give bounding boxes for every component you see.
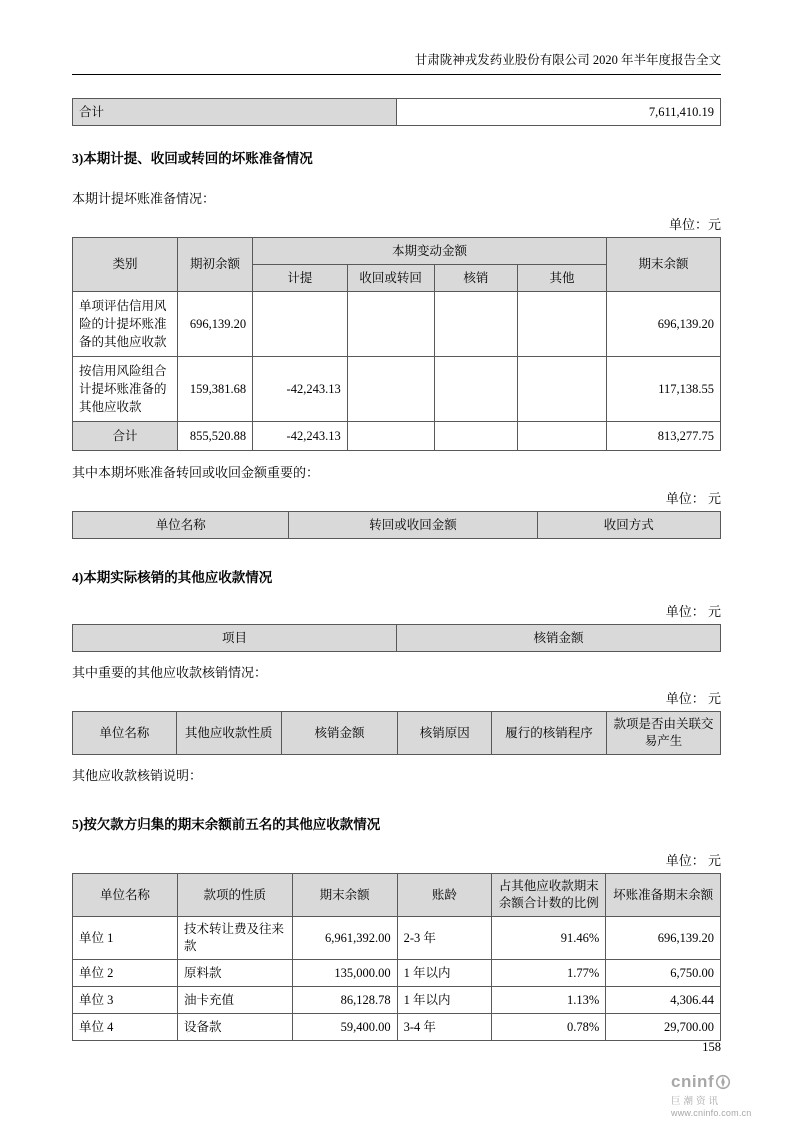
total-label-cell: 合计 bbox=[73, 99, 397, 126]
cell-recover bbox=[347, 292, 434, 357]
total-value-cell: 7,611,410.19 bbox=[397, 99, 721, 126]
col-writeoff-reason: 核销原因 bbox=[398, 712, 492, 755]
recovered-amounts-table bbox=[72, 511, 721, 539]
cell-ratio: 91.46% bbox=[492, 917, 606, 960]
section5-heading: 5)按欠款方归集的期末余额前五名的其他应收款情况 bbox=[72, 817, 381, 832]
table-row bbox=[73, 292, 721, 357]
cell-ending: 117,138.55 bbox=[606, 357, 720, 422]
col-write-off: 核销 bbox=[434, 265, 518, 292]
table-row bbox=[73, 987, 721, 1014]
page-number: 158 bbox=[702, 1040, 721, 1054]
col-writeoff-amount: 核销金额 bbox=[281, 712, 398, 755]
table-header-row bbox=[73, 625, 721, 652]
section4-heading: 4)本期实际核销的其他应收款情况 bbox=[72, 570, 273, 585]
cell-category: 合计 bbox=[73, 422, 178, 451]
section3-heading: 3)本期计提、收回或转回的坏账准备情况 bbox=[72, 151, 313, 166]
cell-nature: 油卡充值 bbox=[177, 987, 292, 1014]
cell-aging: 2-3 年 bbox=[397, 917, 492, 960]
table-header-row bbox=[73, 238, 721, 265]
bad-debt-provision-table bbox=[72, 237, 721, 451]
cell-balance: 86,128.78 bbox=[292, 987, 397, 1014]
cell-aging: 1 年以内 bbox=[397, 960, 492, 987]
cell-other bbox=[518, 292, 607, 357]
cell-accrual bbox=[253, 292, 348, 357]
section4-explain-note: 其他应收款核销说明： bbox=[72, 768, 203, 783]
cell-recover bbox=[347, 357, 434, 422]
writeoff-table bbox=[72, 624, 721, 652]
table-row bbox=[73, 357, 721, 422]
table-total-row bbox=[73, 422, 721, 451]
col-accrual: 计提 bbox=[253, 265, 348, 292]
col-ending-balance: 期末余额 bbox=[292, 874, 397, 917]
cell-balance: 59,400.00 bbox=[292, 1014, 397, 1041]
col-beginning-balance: 期初余额 bbox=[177, 238, 252, 292]
cell-accrual: -42,243.13 bbox=[253, 422, 348, 451]
cell-ratio: 1.13% bbox=[492, 987, 606, 1014]
col-unit-name: 单位名称 bbox=[73, 712, 177, 755]
col-provision-balance: 坏账准备期末余额 bbox=[606, 874, 721, 917]
cell-aging: 3-4 年 bbox=[397, 1014, 492, 1041]
important-writeoff-table bbox=[72, 711, 721, 755]
cell-ratio: 0.78% bbox=[492, 1014, 606, 1041]
cninfo-logo-row bbox=[671, 1072, 767, 1092]
unit-label-section3: 单位：元 bbox=[668, 217, 721, 232]
total-table bbox=[72, 98, 721, 126]
compass-icon bbox=[715, 1074, 731, 1090]
cell-recover bbox=[347, 422, 434, 451]
col-unit-name: 单位名称 bbox=[73, 874, 178, 917]
table-row bbox=[73, 99, 721, 126]
table-row bbox=[73, 917, 721, 960]
section3-intro: 本期计提坏账准备情况： bbox=[72, 191, 216, 206]
table-header-row bbox=[73, 512, 721, 539]
col-writeoff-procedure: 履行的核销程序 bbox=[492, 712, 607, 755]
unit-label-section5: 单位： 元 bbox=[665, 853, 721, 868]
cell-nature: 技术转让费及往来款 bbox=[177, 917, 292, 960]
cell-accrual: -42,243.13 bbox=[253, 357, 348, 422]
section3-important-note: 其中本期坏账准备转回或收回金额重要的： bbox=[72, 465, 320, 480]
cell-other bbox=[518, 357, 607, 422]
col-ending-balance: 期末余额 bbox=[606, 238, 720, 292]
col-unit-name: 单位名称 bbox=[73, 512, 289, 539]
cell-beginning: 855,520.88 bbox=[177, 422, 252, 451]
report-title: 甘肃陇神戎发药业股份有限公司 2020 年半年度报告全文 bbox=[414, 53, 721, 67]
cell-provision: 4,306.44 bbox=[606, 987, 721, 1014]
cell-ending: 696,139.20 bbox=[606, 292, 720, 357]
top-five-receivables-table bbox=[72, 873, 721, 1041]
cell-aging: 1 年以内 bbox=[397, 987, 492, 1014]
table-header-row bbox=[73, 874, 721, 917]
table-row bbox=[73, 960, 721, 987]
table-row bbox=[73, 1014, 721, 1041]
col-receivable-nature: 其他应收款性质 bbox=[176, 712, 281, 755]
cell-category: 按信用风险组合计提坏账准备的其他应收款 bbox=[73, 357, 178, 422]
col-change-group: 本期变动金额 bbox=[253, 238, 607, 265]
cell-provision: 29,700.00 bbox=[606, 1014, 721, 1041]
cell-beginning: 696,139.20 bbox=[177, 292, 252, 357]
unit-label-section3b: 单位： 元 bbox=[665, 491, 721, 506]
cell-unit-name: 单位 4 bbox=[73, 1014, 178, 1041]
col-ratio: 占其他应收款期末余额合计数的比例 bbox=[492, 874, 606, 917]
cninfo-logo-text: cninf bbox=[671, 1072, 715, 1091]
cninfo-logo-subtitle: 巨潮资讯 bbox=[671, 1096, 722, 1107]
col-aging: 账龄 bbox=[397, 874, 492, 917]
cell-unit-name: 单位 3 bbox=[73, 987, 178, 1014]
cell-provision: 696,139.20 bbox=[606, 917, 721, 960]
col-recover-or-reverse: 收回或转回 bbox=[347, 265, 434, 292]
cell-write-off bbox=[434, 357, 518, 422]
cell-ending: 813,277.75 bbox=[606, 422, 720, 451]
cninfo-logo bbox=[671, 1072, 767, 1118]
cell-write-off bbox=[434, 422, 518, 451]
section4-important-note: 其中重要的其他应收款核销情况： bbox=[72, 665, 268, 680]
cell-category: 单项评估信用风险的计提坏账准备的其他应收款 bbox=[73, 292, 178, 357]
cell-balance: 135,000.00 bbox=[292, 960, 397, 987]
document-header bbox=[72, 52, 721, 75]
col-nature: 款项的性质 bbox=[177, 874, 292, 917]
cell-write-off bbox=[434, 292, 518, 357]
cell-nature: 设备款 bbox=[177, 1014, 292, 1041]
cell-ratio: 1.77% bbox=[492, 960, 606, 987]
col-category: 类别 bbox=[73, 238, 178, 292]
cell-beginning: 159,381.68 bbox=[177, 357, 252, 422]
cell-unit-name: 单位 1 bbox=[73, 917, 178, 960]
table-header-row bbox=[73, 712, 721, 755]
cell-other bbox=[518, 422, 607, 451]
unit-label-section4b: 单位： 元 bbox=[665, 691, 721, 706]
unit-label-section4: 单位： 元 bbox=[665, 604, 721, 619]
cell-balance: 6,961,392.00 bbox=[292, 917, 397, 960]
col-item: 项目 bbox=[73, 625, 397, 652]
col-recovered-amount: 转回或收回金额 bbox=[289, 512, 537, 539]
col-recover-method: 收回方式 bbox=[537, 512, 720, 539]
col-writeoff-amount: 核销金额 bbox=[397, 625, 721, 652]
cell-provision: 6,750.00 bbox=[606, 960, 721, 987]
col-related-transaction: 款项是否由关联交易产生 bbox=[606, 712, 720, 755]
cninfo-logo-url: www.cninfo.com.cn bbox=[671, 1108, 752, 1118]
col-other: 其他 bbox=[518, 265, 607, 292]
cell-nature: 原料款 bbox=[177, 960, 292, 987]
cell-unit-name: 单位 2 bbox=[73, 960, 178, 987]
